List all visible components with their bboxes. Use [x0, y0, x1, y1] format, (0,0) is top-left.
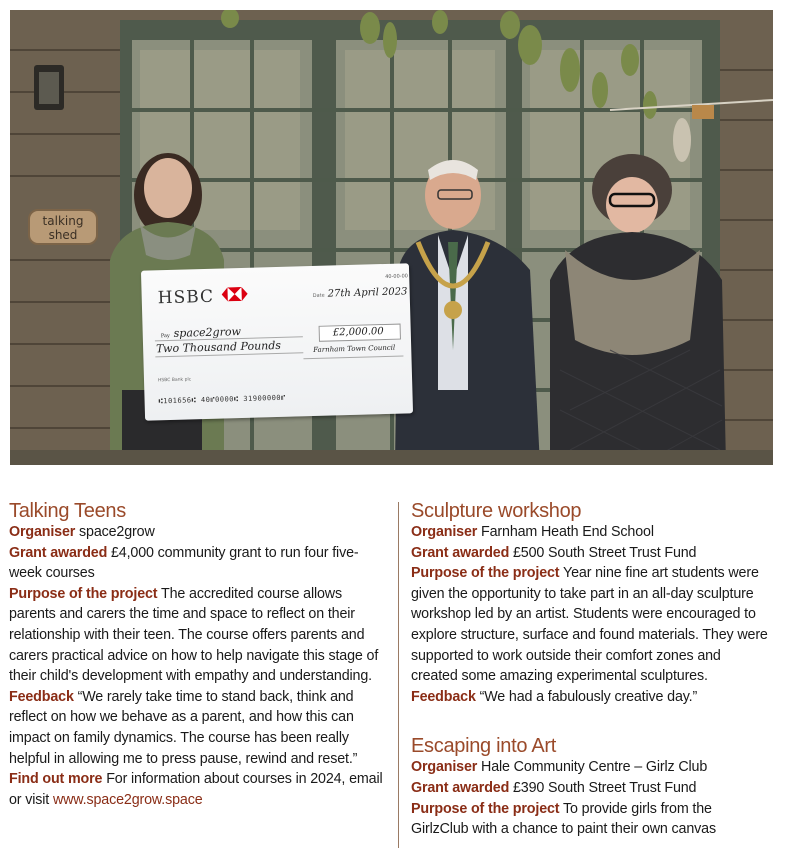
- grant-label: Grant awarded: [411, 544, 510, 561]
- cheque-amount-words: Two Thousand Pounds: [155, 338, 282, 356]
- grant-row: [9, 543, 387, 584]
- purpose-row: [411, 563, 771, 687]
- cheque-bank-plc: HSBC Bank plc: [157, 377, 192, 384]
- organiser-value: Hale Community Centre – Girlz Club: [481, 759, 708, 776]
- cheque-sort-code: 40-00-00: [385, 273, 409, 280]
- purpose-row: [411, 799, 771, 840]
- hsbc-logo-icon: [221, 287, 247, 302]
- cheque-signatory: Farnham Town Council: [313, 343, 396, 354]
- space2grow-link[interactable]: www.space2grow.space: [52, 791, 203, 808]
- feedback-quote: “We had a fabulously creative day.”: [479, 688, 698, 705]
- purpose-row: [9, 584, 387, 687]
- feedback-row: [411, 687, 771, 708]
- find-out-more-text: For information about courses in 2024, email or visit: [9, 771, 383, 808]
- talking-shed-sign: [28, 209, 98, 245]
- grant-value: £4,000 community grant to run four five-week courses: [9, 544, 359, 582]
- grant-value: £390 South Street Trust Fund: [512, 779, 697, 796]
- grant-row: [411, 543, 771, 564]
- cheque-signature-line: [303, 355, 403, 359]
- organiser-label: Organiser: [411, 524, 478, 540]
- feedback-label: Feedback: [411, 688, 476, 705]
- feedback-quote: “We rarely take time to stand back, think and reflect on how we behave as a parent, and how this can impact on family dynamics. The course has been really helpful in allowing me to press pause, rewind and reset.”: [9, 688, 358, 767]
- cheque-pay-label: Pay: [160, 332, 170, 340]
- article-title-sculpture: Sculpture workshop: [411, 500, 582, 522]
- grant-value: £500 South Street Trust Fund: [512, 544, 697, 561]
- article-column-right: [411, 500, 771, 840]
- purpose-label: Purpose of the project: [411, 800, 560, 817]
- find-out-more-row: [9, 769, 387, 810]
- organiser-label: Organiser: [9, 524, 76, 540]
- cheque-payee-name: space2grow: [173, 325, 242, 340]
- sign-line-2: shed: [48, 228, 78, 242]
- purpose-text: To provide girls from the GirlzClub with a chance to paint their own canvas: [411, 800, 716, 838]
- presentation-cheque: [141, 263, 413, 420]
- grant-label: Grant awarded: [9, 544, 108, 561]
- cheque-date-label: Date: [312, 292, 325, 299]
- find-out-more-label: Find out more: [9, 771, 103, 788]
- feedback-row: [9, 687, 387, 769]
- organiser-row: [411, 522, 771, 543]
- organiser-value: space2grow: [79, 524, 155, 540]
- organiser-row: [411, 757, 771, 778]
- purpose-text: The accredited course allows parents and carers the time and space to reflect on their relationship with their teen. The course offers parents and carers practical advice on how to help navigate this stage of their child's development with empathy and understanding.: [9, 585, 379, 685]
- cheque-amount: £2,000.00: [332, 326, 384, 339]
- article-title-escaping-into-art: Escaping into Art: [411, 735, 556, 758]
- grant-label: Grant awarded: [411, 779, 510, 796]
- cheque-date: 27th April 2023: [327, 286, 408, 300]
- cheque-payee: [161, 325, 242, 340]
- cheque-micr-line: ⑆101656⑆ 40⑈0000⑆ 31900000⑈: [158, 393, 286, 406]
- organiser-label: Organiser: [411, 759, 478, 776]
- organiser-row: [9, 522, 387, 543]
- purpose-label: Purpose of the project: [9, 585, 158, 602]
- sign-line-1: talking: [42, 214, 84, 228]
- organiser-value: Farnham Heath End School: [481, 524, 654, 540]
- cheque-bank-name: HSBC: [157, 286, 215, 309]
- article-title: Talking Teens: [9, 500, 126, 522]
- photo-cheque-presentation: [10, 10, 773, 465]
- grant-row: [411, 778, 771, 799]
- article-talking-teens: [9, 500, 387, 810]
- feedback-label: Feedback: [9, 688, 74, 705]
- purpose-label: Purpose of the project: [411, 565, 560, 582]
- purpose-text: Year nine fine art students were given the opportunity to take part in an all-day sculpture workshop led by an artist. Students were encouraged to explore structure, surface and found materials. They were supported to work outside their comfort zones and created some amazing experimental sculptures.: [411, 565, 768, 685]
- column-divider: [398, 502, 399, 848]
